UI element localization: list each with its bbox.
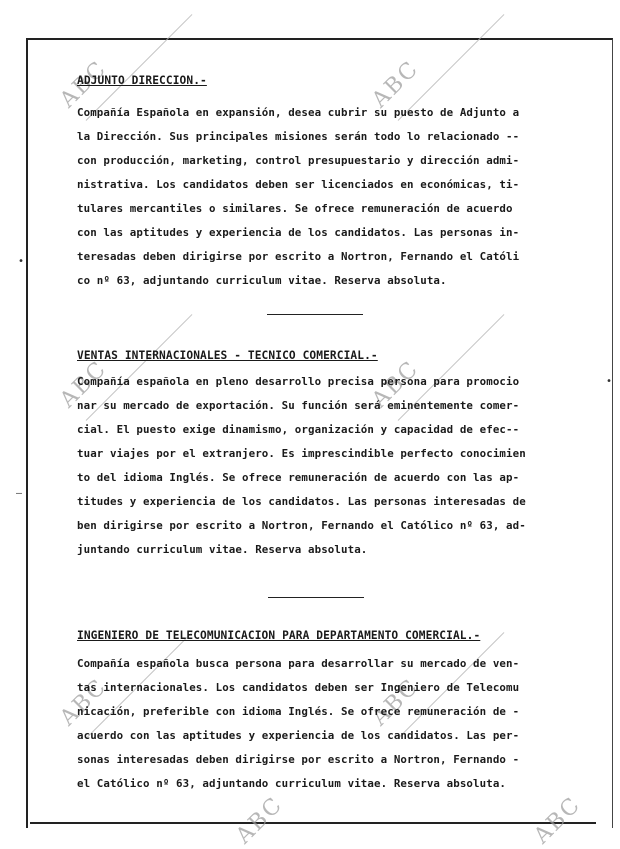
ad-line: con las aptitudes y experiencia de los candidatos. Las personas in- — [77, 226, 520, 239]
watermark-abc: ABC — [231, 792, 289, 849]
ad-body — [77, 370, 577, 562]
ad-line: tas internacionales. Los candidatos deben ser Ingeniero de Telecomu — [77, 681, 520, 694]
ad-line: sonas interesadas deben dirigirse por escrito a Nortron, Fernando - — [77, 753, 520, 766]
job-ad-ventas-internacionales — [77, 349, 577, 562]
section-separator — [268, 597, 364, 598]
ad-line: Compañía española busca persona para desarrollar su mercado de ven- — [77, 657, 520, 670]
ad-line: co nº 63, adjuntando curriculum vitae. Reserva absoluta. — [77, 274, 447, 287]
job-ad-adjunto-direccion — [77, 74, 577, 293]
job-ad-ingeniero-telecomunicacion — [77, 629, 577, 796]
ad-heading: ADJUNTO DIRECCION.- — [77, 74, 207, 87]
ad-line: acuerdo con las aptitudes y experiencia de los candidatos. Las per- — [77, 729, 520, 742]
watermark-abc: ABC — [367, 356, 425, 413]
watermark-abc: ABC — [367, 674, 425, 731]
margin-mark: • — [606, 376, 613, 387]
ad-line: nistrativa. Los candidatos deben ser licenciados en económicas, ti- — [77, 178, 520, 191]
bottom-rule — [30, 822, 596, 824]
margin-mark: – — [16, 488, 23, 499]
ad-body — [77, 101, 577, 293]
watermark-abc: ABC — [367, 56, 425, 113]
watermark-abc: ABC — [529, 792, 587, 849]
ad-line: teresadas deben dirigirse por escrito a Nortron, Fernando el Católi — [77, 250, 520, 263]
ad-line: tuar viajes por el extranjero. Es imprescindible perfecto conocimien — [77, 447, 526, 460]
ad-line: Compañía española en pleno desarrollo precisa persona para promocio — [77, 375, 520, 388]
ad-line: titudes y experiencia de los candidatos. Las personas interesadas de — [77, 495, 526, 508]
ad-line: nar su mercado de exportación. Su función será eminentemente comer- — [77, 399, 520, 412]
watermark-abc: ABC — [55, 56, 113, 113]
ad-line: juntando curriculum vitae. Reserva absoluta. — [77, 543, 368, 556]
watermark-abc: ABC — [55, 356, 113, 413]
ad-line: to del idioma Inglés. Se ofrece remuneración de acuerdo con las ap- — [77, 471, 520, 484]
ad-line: nicación, preferible con idioma Inglés. Se ofrece remuneración de - — [77, 705, 520, 718]
ad-line: la Dirección. Sus principales misiones serán todo lo relacionado -- — [77, 130, 520, 143]
ad-line: cial. El puesto exige dinamismo, organización y capacidad de efec-- — [77, 423, 520, 436]
ad-body — [77, 652, 577, 796]
section-separator — [267, 314, 363, 315]
ad-line: con producción, marketing, control presupuestario y dirección admi- — [77, 154, 520, 167]
margin-mark: • — [18, 256, 25, 267]
ad-heading: VENTAS INTERNACIONALES - TECNICO COMERCIAL.- — [77, 349, 378, 362]
watermark-abc: ABC — [55, 674, 113, 731]
ad-line: ben dirigirse por escrito a Nortron, Fernando el Católico nº 63, ad- — [77, 519, 526, 532]
ad-line: tulares mercantiles o similares. Se ofrece remuneración de acuerdo — [77, 202, 513, 215]
ad-heading: INGENIERO DE TELECOMUNICACION PARA DEPARTAMENTO COMERCIAL.- — [77, 629, 481, 642]
ad-line: Compañía Española en expansión, desea cubrir su puesto de Adjunto a — [77, 106, 520, 119]
ad-line: el Católico nº 63, adjuntando curriculum vitae. Reserva absoluta. — [77, 777, 507, 790]
